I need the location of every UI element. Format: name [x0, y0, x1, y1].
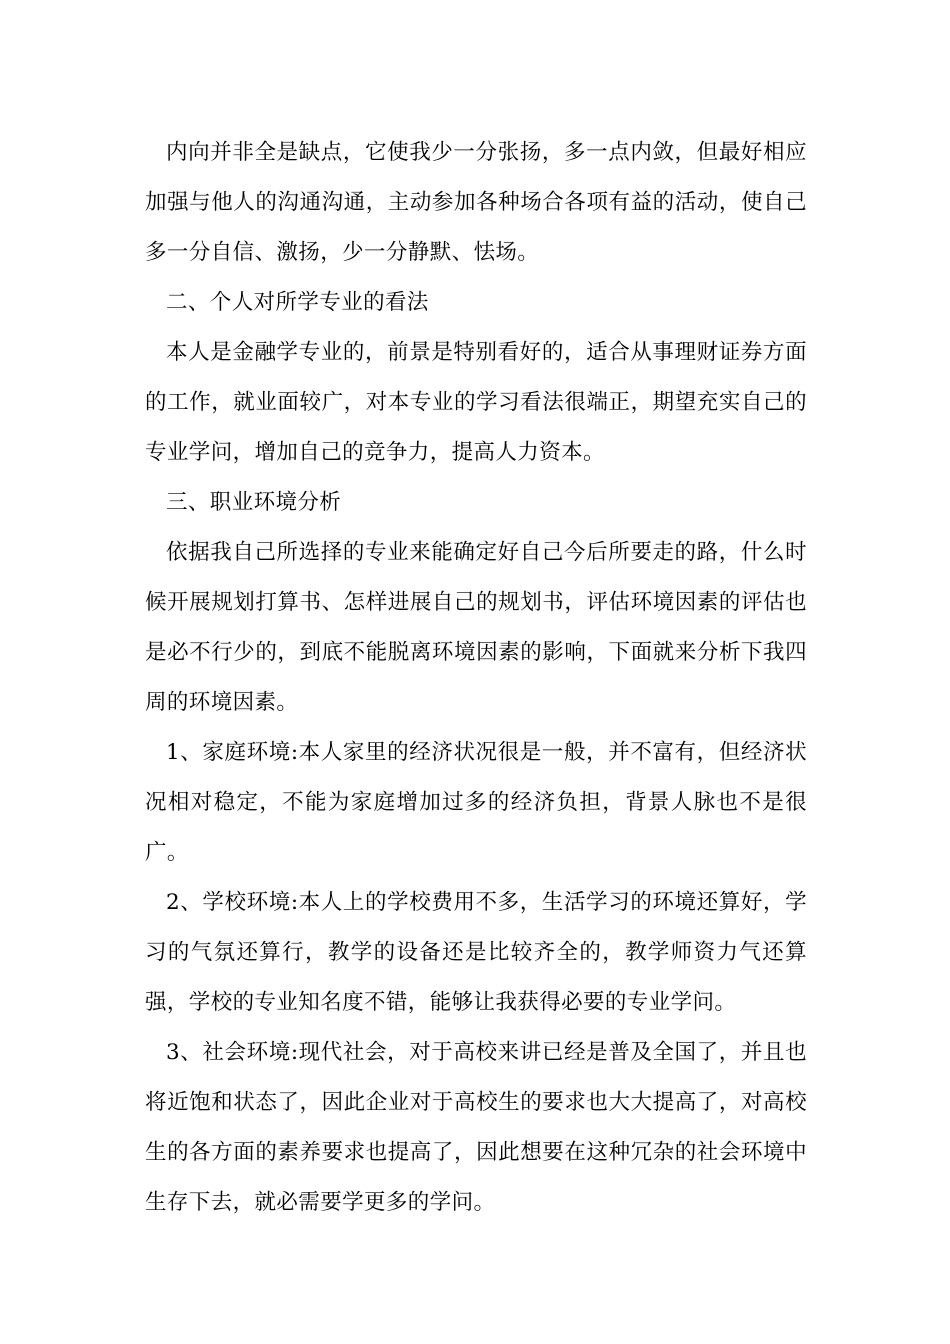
section-heading-environment-analysis: 三、职业环境分析: [166, 490, 342, 515]
paragraph-environment-intro: 依据我自己所选择的专业来能确定好自己今后所要走的路，什么时候开展规划打算书、怎样进展自己的规划书，评估环境因素的评估也是必不行少的，到底不能脱离环境因素的影响，下面就来分析下我四周的环境因素。: [145, 540, 807, 715]
paragraph-family-environment: 1、家庭环境:本人家里的经济状况很是一般，并不富有，但经济状况相对稳定，不能为家庭增加过多的经济负担，背景人脉也不是很广。: [145, 740, 807, 865]
document-body: [145, 128, 807, 1228]
section-heading-major-view: 二、个人对所学专业的看法: [166, 290, 429, 315]
paragraph-social-environment: 3、社会环境:现代社会，对于高校来讲已经是普及全国了，并且也将近饱和状态了，因此企业对于高校生的要求也大大提高了，对高校生的各方面的素养要求也提高了，因此想要在这种冗杂的社会环境中生存下去，就必需要学更多的学问。: [145, 1040, 807, 1215]
paragraph-major-view: 本人是金融学专业的，前景是特别看好的，适合从事理财证券方面的工作，就业面较广，对本专业的学习看法很端正，期望充实自己的专业学问，增加自己的竞争力，提高人力资本。: [145, 340, 807, 465]
paragraph-school-environment: 2、学校环境:本人上的学校费用不多，生活学习的环境还算好，学习的气氛还算行，教学的设备还是比较齐全的，教学师资力气还算强，学校的专业知名度不错，能够让我获得必要的专业学问。: [145, 890, 807, 1015]
paragraph-introversion: 内向并非全是缺点，它使我少一分张扬，多一点内敛，但最好相应加强与他人的沟通沟通，主动参加各种场合各项有益的活动，使自己多一分自信、激扬，少一分静默、怯场。: [145, 140, 807, 265]
